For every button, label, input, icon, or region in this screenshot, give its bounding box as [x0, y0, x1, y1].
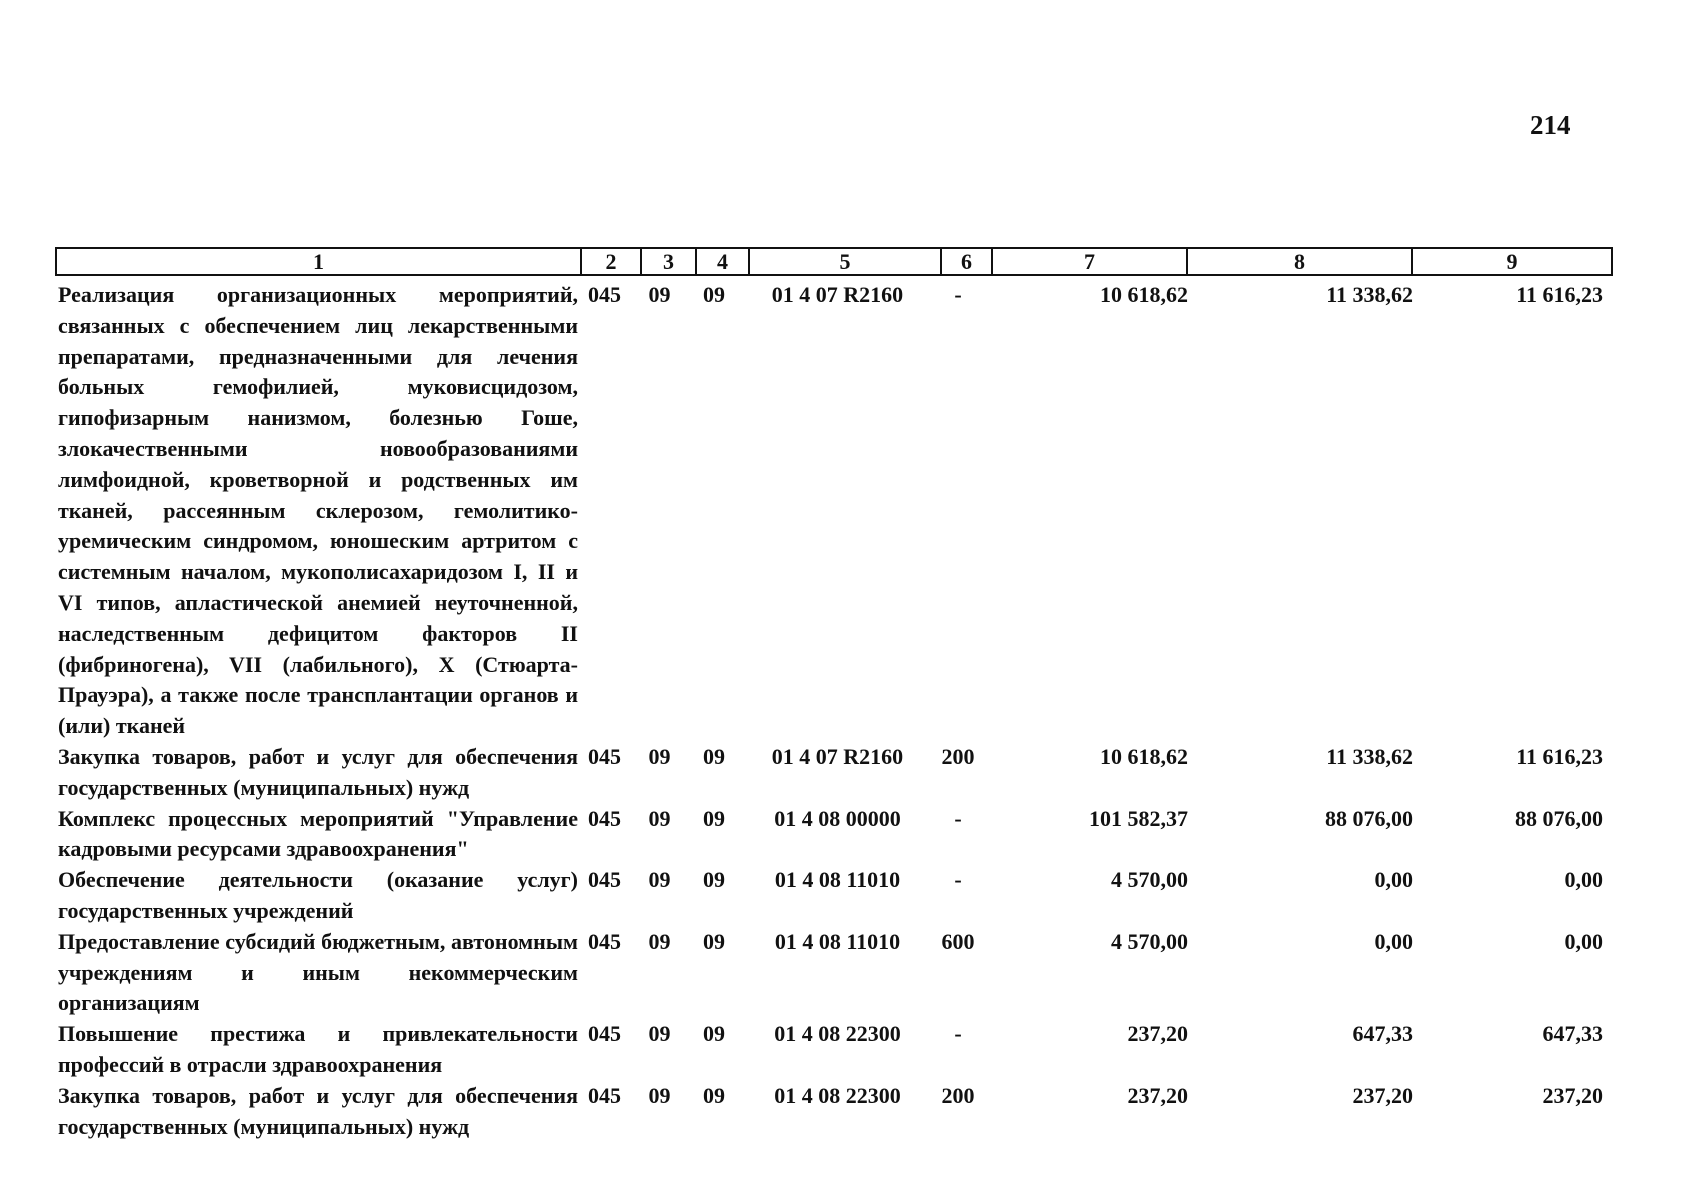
row-col-2: 045: [588, 1021, 621, 1047]
row-name: Закупка товаров, работ и услуг для обеспечения государственных (муниципальных) нужд: [58, 743, 578, 800]
header-col-7: 7: [993, 249, 1188, 274]
table-header: [55, 247, 1613, 276]
row-col-7: 10 618,62: [1100, 743, 1188, 769]
row-col-9: 647,33: [1542, 1021, 1603, 1047]
row-col-9: 237,20: [1542, 1082, 1603, 1108]
row-col-5: 01 4 08 22300: [774, 1021, 901, 1047]
header-col-2: 2: [582, 249, 642, 274]
header-col-3: 3: [642, 249, 697, 274]
header-col-5: 5: [750, 249, 942, 274]
row-col-7: 10 618,62: [1100, 282, 1188, 307]
row-col-4: 09: [703, 867, 725, 893]
row-col-9: 88 076,00: [1515, 805, 1603, 831]
row-col-2: 045: [588, 928, 621, 954]
table-row: [58, 865, 1618, 927]
row-col-4: 09: [703, 1021, 725, 1047]
row-col-8: 647,33: [1352, 1021, 1413, 1047]
row-col-8: 0,00: [1374, 867, 1413, 893]
row-col-2: 045: [588, 805, 621, 831]
row-col-5: 01 4 07 R2160: [771, 282, 904, 307]
row-col-5: 01 4 07 R2160: [771, 743, 904, 769]
table-row: [58, 1019, 1618, 1081]
row-col-8: 0,00: [1374, 928, 1413, 954]
row-col-6: 200: [941, 743, 975, 769]
row-col-4: 09: [703, 928, 725, 954]
row-col-9: 0,00: [1564, 928, 1603, 954]
row-col-4: 09: [703, 743, 725, 769]
header-col-1: 1: [57, 249, 582, 274]
row-col-2: 045: [588, 867, 621, 893]
header-col-8: 8: [1188, 249, 1413, 274]
row-col-3: 09: [648, 805, 671, 831]
table-row: [58, 804, 1618, 866]
table-row: [58, 1081, 1618, 1143]
row-col-2: 045: [588, 1082, 621, 1108]
row-col-9: 11 616,23: [1516, 282, 1603, 307]
row-col-7: 237,20: [1127, 1082, 1188, 1108]
header-col-6: 6: [942, 249, 993, 274]
row-col-5: 01 4 08 11010: [774, 867, 901, 893]
row-col-3: 09: [648, 743, 671, 769]
row-col-6: 600: [941, 928, 975, 954]
row-col-3: 09: [648, 928, 671, 954]
row-name: Предоставление субсидий бюджетным, автономным учреждениям и иным некоммерческим организациям: [58, 928, 578, 1016]
row-col-5: 01 4 08 22300: [774, 1082, 901, 1108]
row-col-6: -: [954, 1021, 962, 1047]
row-col-7: 4 570,00: [1111, 928, 1188, 954]
table-row: [58, 280, 1618, 742]
row-col-7: 4 570,00: [1111, 867, 1188, 893]
row-col-3: 09: [648, 282, 671, 307]
page-number: 214: [1530, 110, 1571, 140]
row-col-8: 88 076,00: [1325, 805, 1413, 831]
row-col-8: 11 338,62: [1326, 743, 1413, 769]
row-col-4: 09: [703, 805, 725, 831]
row-col-5: 01 4 08 00000: [774, 805, 901, 831]
row-col-2: 045: [588, 743, 621, 769]
row-col-7: 237,20: [1127, 1021, 1188, 1047]
header-col-4: 4: [697, 249, 750, 274]
row-col-5: 01 4 08 11010: [774, 928, 901, 954]
row-name: Обеспечение деятельности (оказание услуг) государственных учреждений: [58, 867, 578, 923]
row-col-2: 045: [588, 282, 621, 307]
row-col-6: 200: [941, 1082, 975, 1108]
row-col-3: 09: [648, 867, 671, 893]
header-col-9: 9: [1506, 249, 1518, 274]
row-col-6: -: [954, 867, 962, 893]
table-body: [58, 280, 1618, 1142]
row-col-7: 101 582,37: [1089, 805, 1188, 831]
row-col-3: 09: [648, 1082, 671, 1108]
table-row: [58, 742, 1618, 804]
row-col-8: 11 338,62: [1326, 282, 1413, 307]
row-name: Комплекс процессных мероприятий "Управление кадровыми ресурсами здравоохранения": [58, 805, 578, 862]
row-col-9: 0,00: [1564, 867, 1603, 893]
row-name: Реализация организационных мероприятий, связанных с обеспечением лиц лекарственными препаратами, предназначенными для лечения больных гемофилией, муковисцидозом, гипофизарным нанизмом, болезнью Гоше, злокачественными новообразованиями лимфоидной, кроветворной и родственных им тканей, рассеянным склерозом, гемолитико-уремическим синдромом, юношеским артритом с системным началом, мукополисахаридозом I, II и VI типов, апластической анемией неуточненной, наследственным дефицитом факторов II (фибриногена), VII (лабильного), X (Стюарта-Прауэра), а также после трансплантации органов и (или) тканей: [58, 282, 578, 739]
row-col-4: 09: [703, 282, 725, 307]
row-name: Повышение престижа и привлекательности профессий в отрасли здравоохранения: [58, 1021, 578, 1077]
row-name: Закупка товаров, работ и услуг для обеспечения государственных (муниципальных) нужд: [58, 1082, 578, 1139]
row-col-4: 09: [703, 1082, 725, 1108]
row-col-3: 09: [648, 1021, 671, 1047]
row-col-9: 11 616,23: [1516, 743, 1603, 769]
row-col-6: -: [954, 282, 962, 307]
row-col-8: 237,20: [1352, 1082, 1413, 1108]
table-row: [58, 927, 1618, 1019]
row-col-6: -: [954, 805, 962, 831]
